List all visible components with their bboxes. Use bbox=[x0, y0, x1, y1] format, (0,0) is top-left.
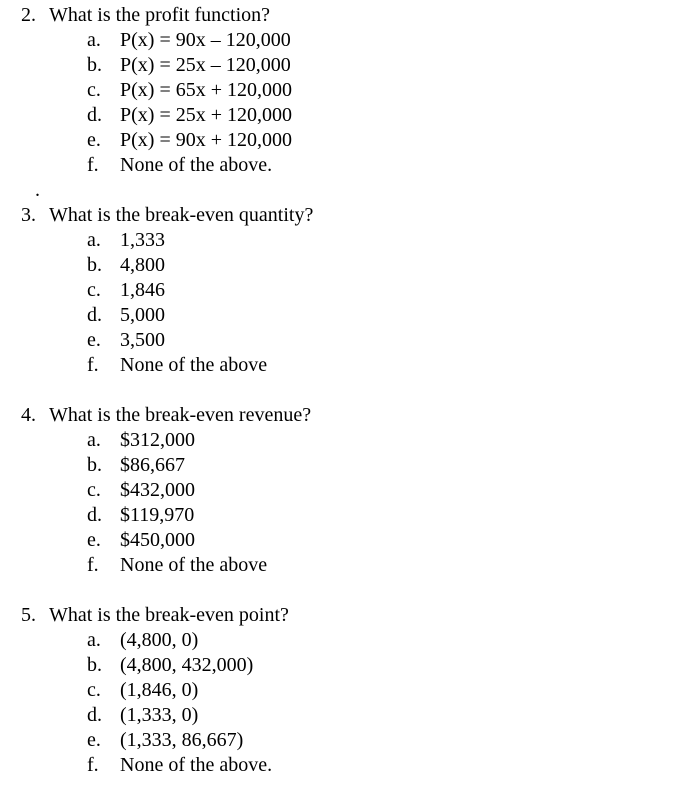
option-letter: c. bbox=[87, 479, 101, 501]
option-e bbox=[0, 328, 675, 353]
option-text: None of the above. bbox=[120, 154, 273, 176]
option-letter: e. bbox=[87, 329, 101, 351]
option-b bbox=[0, 653, 675, 678]
option-a bbox=[0, 228, 675, 253]
question-2 bbox=[0, 3, 675, 178]
option-letter: c. bbox=[87, 279, 101, 301]
option-b bbox=[0, 253, 675, 278]
option-letter: d. bbox=[87, 304, 102, 326]
option-letter: f. bbox=[87, 154, 99, 176]
option-text: P(x) = 90x – 120,000 bbox=[120, 29, 291, 51]
option-letter: e. bbox=[87, 529, 101, 551]
option-text: $450,000 bbox=[120, 529, 195, 551]
option-b bbox=[0, 453, 675, 478]
option-text: 5,000 bbox=[120, 304, 165, 326]
question-text: What is the break-even revenue? bbox=[49, 404, 312, 426]
option-d bbox=[0, 703, 675, 728]
option-c bbox=[0, 678, 675, 703]
option-d bbox=[0, 103, 675, 128]
question-number: 5. bbox=[21, 604, 36, 626]
option-text: None of the above bbox=[120, 354, 268, 376]
question-line bbox=[0, 203, 675, 228]
option-text: None of the above. bbox=[120, 754, 273, 776]
option-text: 3,500 bbox=[120, 329, 165, 351]
question-line bbox=[0, 603, 675, 628]
option-c bbox=[0, 78, 675, 103]
option-a bbox=[0, 628, 675, 653]
option-f bbox=[0, 153, 675, 178]
option-d bbox=[0, 503, 675, 528]
option-letter: d. bbox=[87, 704, 102, 726]
question-number: 4. bbox=[21, 404, 36, 426]
option-letter: b. bbox=[87, 254, 102, 276]
option-e bbox=[0, 728, 675, 753]
option-letter: d. bbox=[87, 104, 102, 126]
option-letter: b. bbox=[87, 54, 102, 76]
option-text: (1,333, 0) bbox=[120, 704, 199, 726]
option-text: None of the above bbox=[120, 554, 268, 576]
question-text: What is the break-even quantity? bbox=[49, 204, 314, 226]
question-number: 3. bbox=[21, 204, 36, 226]
option-c bbox=[0, 478, 675, 503]
option-e bbox=[0, 528, 675, 553]
stray-mark: . bbox=[35, 179, 40, 201]
option-text: (4,800, 432,000) bbox=[120, 654, 254, 676]
question-line bbox=[0, 3, 675, 28]
option-letter: f. bbox=[87, 354, 99, 376]
blank-line bbox=[0, 378, 675, 403]
document bbox=[0, 3, 675, 778]
option-letter: e. bbox=[87, 729, 101, 751]
option-letter: a. bbox=[87, 229, 101, 251]
option-letter: f. bbox=[87, 754, 99, 776]
option-text: P(x) = 65x + 120,000 bbox=[120, 79, 293, 101]
question-5 bbox=[0, 603, 675, 778]
option-d bbox=[0, 303, 675, 328]
option-e bbox=[0, 128, 675, 153]
option-text: $432,000 bbox=[120, 479, 195, 501]
option-text: P(x) = 25x – 120,000 bbox=[120, 54, 291, 76]
option-letter: a. bbox=[87, 629, 101, 651]
question-text: What is the profit function? bbox=[49, 4, 271, 26]
option-text: (1,333, 86,667) bbox=[120, 729, 244, 751]
option-letter: a. bbox=[87, 29, 101, 51]
option-text: $119,970 bbox=[120, 504, 195, 526]
question-4 bbox=[0, 403, 675, 578]
option-letter: a. bbox=[87, 429, 101, 451]
option-letter: b. bbox=[87, 654, 102, 676]
option-letter: c. bbox=[87, 679, 101, 701]
option-b bbox=[0, 53, 675, 78]
option-text: (1,846, 0) bbox=[120, 679, 199, 701]
question-3 bbox=[0, 203, 675, 378]
option-text: 1,333 bbox=[120, 229, 165, 251]
option-letter: e. bbox=[87, 129, 101, 151]
option-letter: b. bbox=[87, 454, 102, 476]
option-letter: c. bbox=[87, 79, 101, 101]
option-text: $312,000 bbox=[120, 429, 195, 451]
question-number: 2. bbox=[21, 4, 36, 26]
option-a bbox=[0, 428, 675, 453]
option-letter: d. bbox=[87, 504, 102, 526]
option-c bbox=[0, 278, 675, 303]
option-text: P(x) = 25x + 120,000 bbox=[120, 104, 293, 126]
option-letter: f. bbox=[87, 554, 99, 576]
option-text: 1,846 bbox=[120, 279, 165, 301]
option-text: $86,667 bbox=[120, 454, 185, 476]
question-line bbox=[0, 403, 675, 428]
option-f bbox=[0, 353, 675, 378]
option-text: (4,800, 0) bbox=[120, 629, 199, 651]
question-text: What is the break-even point? bbox=[49, 604, 289, 626]
option-text: 4,800 bbox=[120, 254, 165, 276]
option-a bbox=[0, 28, 675, 53]
option-text: P(x) = 90x + 120,000 bbox=[120, 129, 293, 151]
option-f bbox=[0, 753, 675, 778]
option-f bbox=[0, 553, 675, 578]
blank-line bbox=[0, 578, 675, 603]
blank-line bbox=[0, 178, 675, 203]
